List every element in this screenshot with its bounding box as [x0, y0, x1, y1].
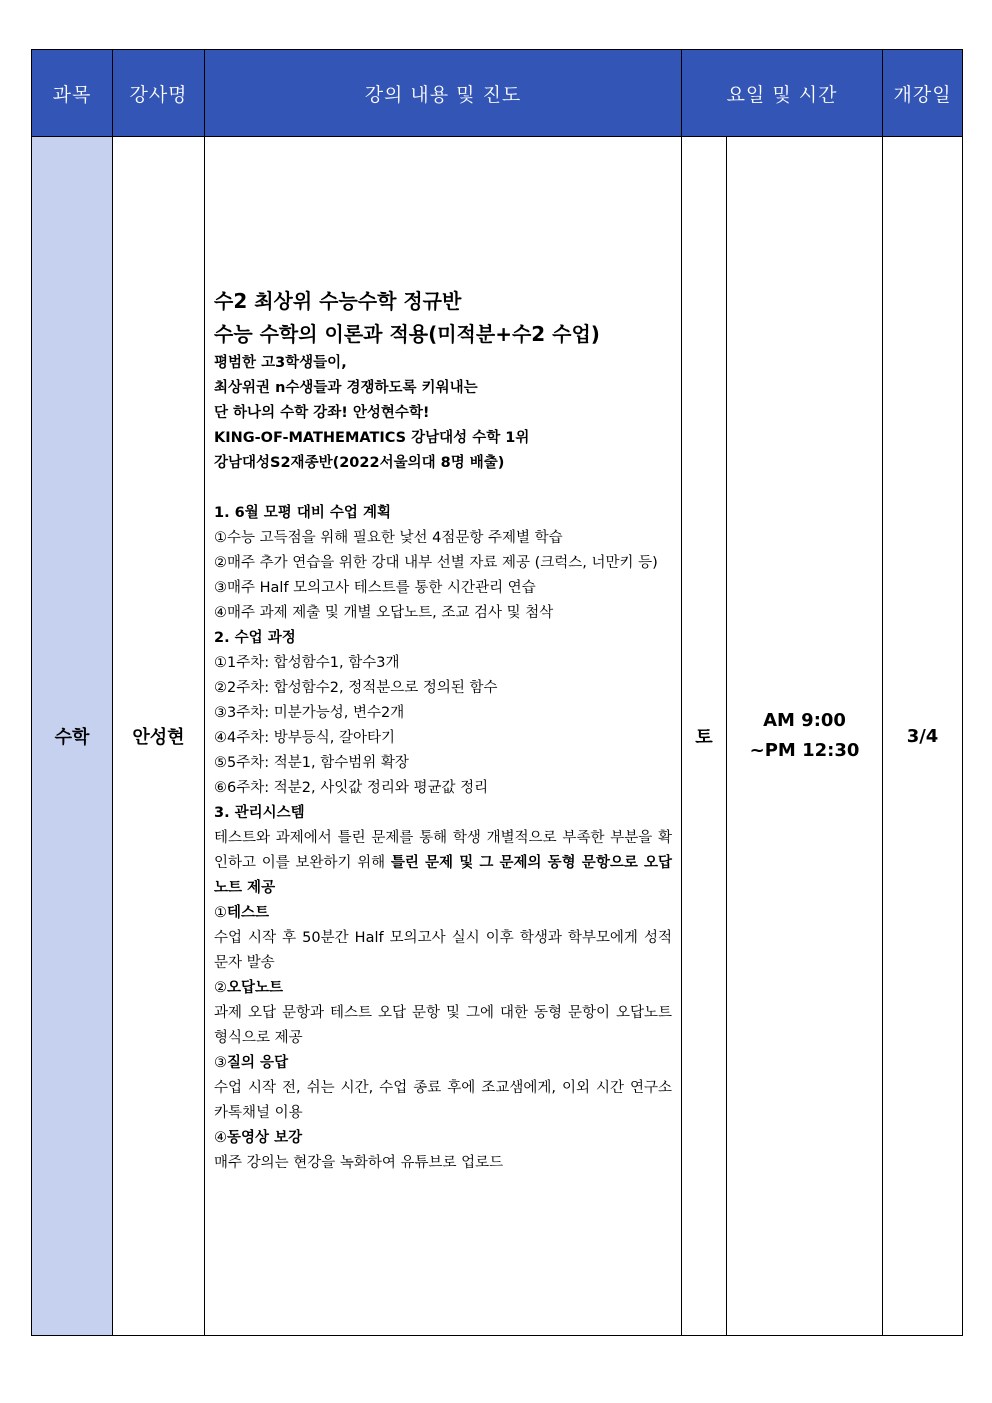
- subject-cell: 수학: [32, 137, 113, 1336]
- section-heading-course: 2. 수업 과정: [214, 629, 296, 646]
- start-date-cell: 3/4: [883, 137, 963, 1336]
- content-cell: [205, 137, 682, 1336]
- header-content: 강의 내용 및 진도: [205, 50, 682, 137]
- course-title: 수2 최상위 수능수학 정규반: [214, 288, 462, 313]
- management-intro-highlight: 틀린 문제 및 그 문제의 동형 문항으로 오답노트 제공: [214, 854, 672, 896]
- instructor-cell: 안성현: [113, 137, 205, 1336]
- header-subject: 과목: [32, 50, 113, 137]
- time-start: AM 9:00: [763, 710, 846, 731]
- section-heading-plan: 1. 6월 모평 대비 수업 계획: [214, 504, 391, 521]
- plan-item: ②매주 추가 연습을 위한 강대 내부 선별 자료 제공 (크럭스, 너만키 등): [214, 554, 658, 571]
- schedule-table: [31, 49, 963, 1336]
- week-item: ⑥6주차: 적분2, 사잇값 정리와 평균값 정리: [214, 779, 489, 796]
- intro-line: 평범한 고3학생들이,: [214, 354, 347, 371]
- sub-heading-wrong-note: ②오답노트: [214, 979, 284, 996]
- course-subtitle: 수능 수학의 이론과 적용(미적분+수2 수업): [214, 321, 600, 346]
- time-cell: [727, 137, 883, 1336]
- plan-item: ①수능 고득점을 위해 필요한 낯선 4점문항 주제별 학습: [214, 529, 563, 546]
- week-item: ④4주차: 방부등식, 갈아타기: [214, 729, 396, 746]
- header-schedule: 요일 및 시간: [682, 50, 883, 137]
- management-intro: [214, 826, 672, 901]
- week-item: ⑤5주차: 적분1, 함수범위 확장: [214, 754, 409, 771]
- plan-item: ④매주 과제 제출 및 개별 오답노트, 조교 검사 및 첨삭: [214, 604, 554, 621]
- intro-line: 최상위권 n수생들과 경쟁하도록 키워내는: [214, 379, 478, 396]
- sub-heading-video: ④동영상 보강: [214, 1129, 303, 1146]
- section-heading-management: 3. 관리시스템: [214, 804, 305, 821]
- sub-text-qna: 수업 시작 전, 쉬는 시간, 수업 종료 후에 조교샘에게, 이외 시간 연구소 카톡채널 이용: [214, 1079, 672, 1121]
- sub-text-wrong-note: 과제 오답 문항과 테스트 오답 문항 및 그에 대한 동형 문항이 오답노트 형식으로 제공: [214, 1004, 672, 1046]
- week-item: ②2주차: 합성함수2, 정적분으로 정의된 함수: [214, 679, 498, 696]
- header-start-date: 개강일: [883, 50, 963, 137]
- sub-text-test: 수업 시작 후 50분간 Half 모의고사 실시 이후 학생과 학부모에게 성적 문자 발송: [214, 929, 672, 971]
- course-row: [32, 137, 963, 1336]
- sub-heading-test: ①테스트: [214, 904, 270, 921]
- plan-item: ③매주 Half 모의고사 테스트를 통한 시간관리 연습: [214, 579, 536, 596]
- header-instructor: 강사명: [113, 50, 205, 137]
- sub-text-video: 매주 강의는 현강을 녹화하여 유튜브로 업로드: [214, 1154, 504, 1171]
- sub-heading-qna: ③질의 응답: [214, 1054, 289, 1071]
- time-end: ~PM 12:30: [749, 740, 860, 761]
- week-item: ③3주차: 미분가능성, 변수2개: [214, 704, 405, 721]
- intro-line: 강남대성S2재종반(2022서울의대 8명 배출): [214, 454, 505, 471]
- header-row: [32, 50, 963, 137]
- management-intro-text: 테스트와 과제에서 틀린 문제를 통해 학생 개별적으로 부족한 부분을 확인하고 이를 보완하기 위해: [214, 829, 672, 871]
- course-description: [205, 285, 681, 1176]
- intro-line: 단 하나의 수학 강좌! 안성현수학!: [214, 404, 430, 421]
- day-cell: 토: [682, 137, 727, 1336]
- week-item: ①1주차: 합성함수1, 함수3개: [214, 654, 400, 671]
- intro-line: KING-OF-MATHEMATICS 강남대성 수학 1위: [214, 429, 530, 446]
